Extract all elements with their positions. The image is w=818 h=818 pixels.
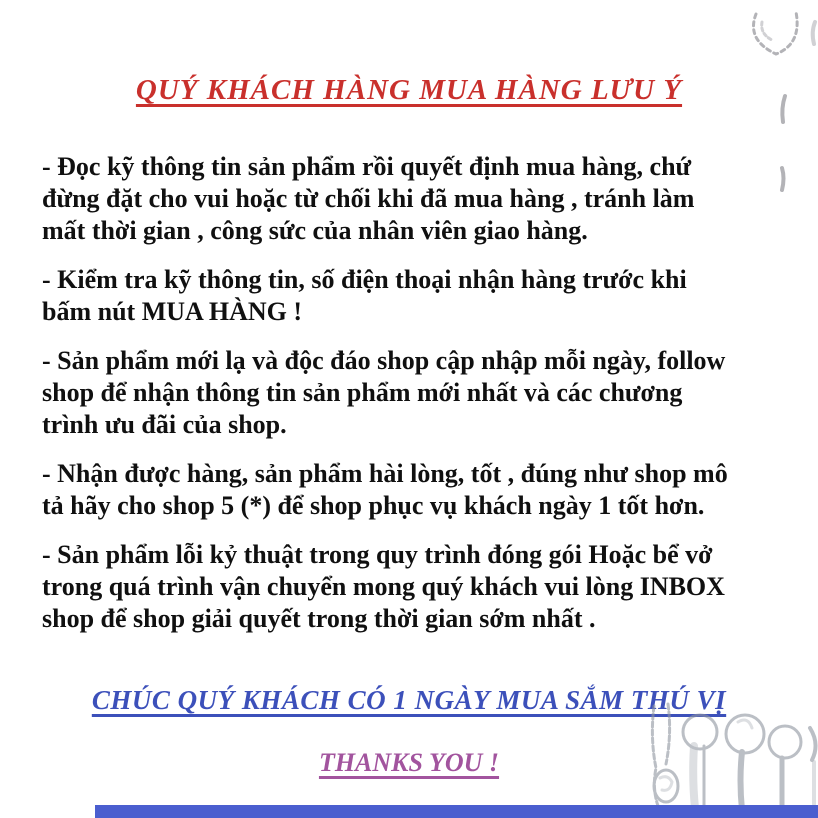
closing-wish: CHÚC QUÝ KHÁCH CÓ 1 NGÀY MUA SẮM THÚ VỊ bbox=[91, 685, 727, 715]
notice-paragraph-read-info bbox=[42, 151, 800, 247]
thanks-line: THANKS YOU ! bbox=[318, 748, 500, 777]
notice-line: shop để shop giải quyết trong thời gian sớm nhất . bbox=[42, 604, 596, 633]
bottom-blue-bar bbox=[95, 805, 818, 818]
notice-line: mất thời gian , công sức của nhân viên giao hàng. bbox=[42, 216, 588, 245]
notice-line: trình ưu đãi của shop. bbox=[42, 410, 287, 439]
notice-line: đừng đặt cho vui hoặc từ chối khi đã mua hàng , tránh làm bbox=[42, 184, 695, 213]
notice-line: bấm nút MUA HÀNG ! bbox=[42, 297, 303, 326]
page-title: QUÝ KHÁCH HÀNG MUA HÀNG LƯU Ý bbox=[135, 74, 683, 106]
notice-body bbox=[0, 151, 818, 635]
notice-line: - Nhận được hàng, sản phẩm hài lòng, tốt , đúng như shop mô bbox=[42, 459, 728, 488]
notice-line: - Sản phẩm lỗi kỷ thuật trong quy trình đóng gói Hoặc bể vở bbox=[42, 540, 713, 569]
notice-paragraph-defect-inbox bbox=[42, 539, 800, 635]
notice-paragraph-follow-shop bbox=[42, 345, 800, 441]
notice-line: - Kiểm tra kỹ thông tin, số điện thoại nhận hàng trước khi bbox=[42, 265, 687, 294]
notice-paragraph-check-info bbox=[42, 264, 800, 328]
notice-paragraph-rating bbox=[42, 458, 800, 522]
notice-line: tả hãy cho shop 5 (*) để shop phục vụ khách ngày 1 tốt hơn. bbox=[42, 491, 705, 520]
notice-line: - Đọc kỹ thông tin sản phẩm rồi quyết định mua hàng, chứ bbox=[42, 152, 692, 181]
notice-line: trong quá trình vận chuyển mong quý khách vui lòng INBOX bbox=[42, 572, 725, 601]
notice-line: - Sản phẩm mới lạ và độc đáo shop cập nhập mỗi ngày, follow bbox=[42, 346, 726, 375]
notice-line: shop để nhận thông tin sản phẩm mới nhất và các chương bbox=[42, 378, 683, 407]
